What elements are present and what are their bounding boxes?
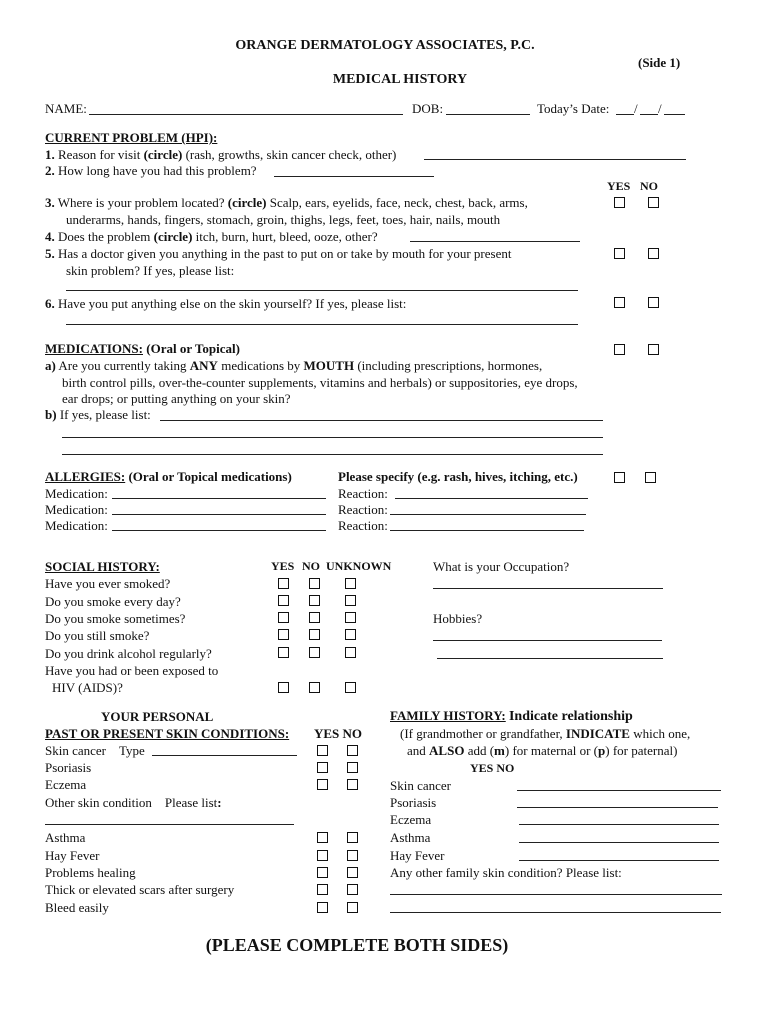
family-indicate: Indicate relationship [508,709,633,724]
section-subtitle: (Oral or Topical medications) [125,469,292,484]
personal-psoriasis: Psoriasis [45,760,92,775]
smoke-daily-unknown-checkbox[interactable] [345,595,356,606]
name-label: NAME: [45,101,87,116]
bleed-no-checkbox[interactable] [347,902,358,913]
meds-question-a-line2: birth control pills, over-the-counter supplements, vitamins and herbals) or suppositories, eye drops, [62,375,578,390]
q3-yes-checkbox[interactable] [614,197,625,208]
q-text: Reason for visit [58,147,144,162]
personal-healing: Problems healing [45,865,136,880]
medications-heading [45,341,240,356]
prior-treatment-field[interactable] [66,290,578,291]
meds-list-field[interactable] [62,454,603,455]
instruction-emphasis: m [494,743,505,758]
instruction-text: and [407,743,430,758]
social-q-ever-smoked: Have you ever smoked? [45,576,171,591]
date-month-field[interactable] [616,114,634,115]
hiv-yes-checkbox[interactable] [278,682,289,693]
family-other: Any other family skin condition? Please list: [390,865,622,880]
allergy-reaction-field[interactable] [390,514,586,515]
social-history-heading: SOCIAL HISTORY: [45,559,160,574]
meds-question-a-line3: ear drops; or putting anything on your skin? [62,391,291,406]
allergy-medication-field[interactable] [112,514,326,515]
q-number: 3. [45,195,55,210]
eczema-no-checkbox[interactable] [347,779,358,790]
family-hay-fever: Hay Fever [390,848,445,863]
social-q-smoke-daily: Do you smoke every day? [45,594,181,609]
section-subtitle: (Oral or Topical) [143,341,240,356]
allergy-medication-label: Medication: [45,486,108,501]
family-asthma: Asthma [390,830,431,845]
allergy-reaction-field[interactable] [390,530,584,531]
q-circle-hint: (circle) [227,195,267,210]
hobbies-field[interactable] [433,640,662,641]
family-psoriasis: Psoriasis [390,795,437,810]
asthma-yes-checkbox[interactable] [317,832,328,843]
meds-no-checkbox[interactable] [648,344,659,355]
q-number: 2. [45,163,55,178]
alcohol-yes-checkbox[interactable] [278,647,289,658]
q-text: (including prescriptions, hormones, [354,358,543,373]
q-text: Has a doctor given you anything in the past to put on or take by mouth for your present [58,246,512,261]
footer-note: (PLEASE COMPLETE BOTH SIDES) [205,935,509,955]
smoke-daily-no-checkbox[interactable] [309,595,320,606]
meds-list-field[interactable] [62,437,603,438]
instruction-text: which one, [629,726,691,741]
family-hay-fever-field[interactable] [519,860,719,861]
allergy-reaction-label: Reaction: [338,502,388,517]
family-skin-cancer-field[interactable] [517,790,721,791]
meds-list-field[interactable] [160,420,603,421]
family-skin-cancer: Skin cancer [390,778,452,793]
q-text: (rash, growths, skin cancer check, other) [182,147,397,162]
smoke-sometimes-unknown-checkbox[interactable] [345,612,356,623]
instruction-text: add ( [464,743,495,758]
hay-fever-no-checkbox[interactable] [347,850,358,861]
q-text: medications by [217,358,304,373]
skin-cancer-yes-checkbox[interactable] [317,745,328,756]
smoked-no-checkbox[interactable] [309,578,320,589]
social-unknown-header: UNKNOWN [326,559,392,573]
q5-yes-checkbox[interactable] [614,248,625,259]
allergy-medication-label: Medication: [45,502,108,517]
family-other-field[interactable] [390,912,721,913]
social-no-header: NO [302,559,320,573]
family-asthma-field[interactable] [519,842,719,843]
meds-yes-checkbox[interactable] [614,344,625,355]
allergy-medication-field[interactable] [112,498,326,499]
family-psoriasis-field[interactable] [517,807,718,808]
hpi-q4 [45,229,378,244]
smoke-sometimes-no-checkbox[interactable] [309,612,320,623]
allergy-medication-label: Medication: [45,518,108,533]
hpi-q1 [45,147,396,162]
occupation-field[interactable] [433,588,663,589]
personal-subheading: PAST OR PRESENT SKIN CONDITIONS: [45,726,290,741]
allergies-specify: Please specify (e.g. rash, hives, itching, etc.) [338,469,578,484]
q-emphasis: MOUTH [303,358,355,373]
smoked-yes-checkbox[interactable] [278,578,289,589]
q-number: 1. [45,147,55,162]
social-q-alcohol: Do you drink alcohol regularly? [45,646,212,661]
allergy-reaction-label: Reaction: [338,518,388,533]
hpi-no-header: NO [640,179,658,193]
condition-label: Skin cancer [45,743,107,758]
hiv-unknown-checkbox[interactable] [345,682,356,693]
hiv-no-checkbox[interactable] [309,682,320,693]
personal-eczema: Eczema [45,777,87,792]
smoke-daily-yes-checkbox[interactable] [278,595,289,606]
hpi-q3 [45,195,528,210]
social-q-hiv: Have you had or been exposed to [45,663,219,678]
reason-field[interactable] [424,159,686,160]
q-circle-hint: (circle) [143,147,183,162]
smoked-unknown-checkbox[interactable] [345,578,356,589]
allergy-reaction-label: Reaction: [338,486,388,501]
personal-skin-cancer [45,743,145,758]
family-yes-no-header: YES NO [470,761,515,775]
q-text: How long have you had this problem? [58,163,257,178]
name-field[interactable] [89,114,403,115]
date-year-field[interactable] [664,114,685,115]
symptom-other-field[interactable] [410,241,580,242]
occupation-label: What is your Occupation? [433,559,570,574]
family-other-field[interactable] [390,894,722,895]
hpi-q5 [45,246,511,261]
alcohol-no-checkbox[interactable] [309,647,320,658]
allergies-heading [45,469,292,484]
q-text: Have you put anything else on the skin yourself? If yes, please list: [58,296,407,311]
q3-no-checkbox[interactable] [648,197,659,208]
please-list-label: Please list [164,795,218,810]
still-smoke-no-checkbox[interactable] [309,629,320,640]
duration-field[interactable] [274,176,434,177]
colon: : [217,795,222,810]
q-text: Are you currently taking [55,358,190,373]
q-text: Does the problem [58,229,154,244]
smoke-sometimes-yes-checkbox[interactable] [278,612,289,623]
allergies-no-checkbox[interactable] [645,472,656,483]
scars-no-checkbox[interactable] [347,884,358,895]
q-letter: b) [45,407,57,422]
instruction-emphasis: ALSO [429,743,465,758]
meds-question-a [45,358,542,373]
family-eczema: Eczema [390,812,432,827]
hpi-q5-line2: skin problem? If yes, please list: [66,263,235,278]
q-text: Where is your problem located? [57,195,228,210]
psoriasis-yes-checkbox[interactable] [317,762,328,773]
skin-cancer-no-checkbox[interactable] [347,745,358,756]
todays-date-label: Today’s Date: [537,101,610,116]
q-text: itch, burn, hurt, bleed, ooze, other? [192,229,378,244]
q-emphasis: ANY [189,358,218,373]
asthma-no-checkbox[interactable] [347,832,358,843]
personal-yes-no-header: YES NO [314,726,363,741]
hay-fever-yes-checkbox[interactable] [317,850,328,861]
hpi-heading: CURRENT PROBLEM (HPI): [45,130,218,145]
social-q-smoke-sometimes: Do you smoke sometimes? [45,611,186,626]
alcohol-unknown-checkbox[interactable] [345,647,356,658]
still-smoke-yes-checkbox[interactable] [278,629,289,640]
q5-no-checkbox[interactable] [648,248,659,259]
q-number: 4. [45,229,55,244]
org-name: ORANGE DERMATOLOGY ASSOCIATES, P.C. [235,38,535,53]
instruction-emphasis: INDICATE [565,726,630,741]
family-instruction-line1 [400,726,690,741]
condition-label: Other skin condition [45,795,152,810]
type-label: Type [119,743,145,758]
q-number: 6. [45,296,55,311]
healing-yes-checkbox[interactable] [317,867,328,878]
section-title: FAMILY HISTORY: [390,708,506,723]
q6-no-checkbox[interactable] [648,297,659,308]
hobbies-field[interactable] [437,658,663,659]
date-separator: / [634,101,638,116]
personal-other-condition [45,795,222,810]
q6-yes-checkbox[interactable] [614,297,625,308]
still-smoke-unknown-checkbox[interactable] [345,629,356,640]
psoriasis-no-checkbox[interactable] [347,762,358,773]
form-title: MEDICAL HISTORY [332,72,468,87]
family-eczema-field[interactable] [519,824,719,825]
skin-cancer-type-field[interactable] [152,755,297,756]
q-number: 5. [45,246,55,261]
personal-bleed: Bleed easily [45,900,109,915]
personal-hay-fever: Hay Fever [45,848,100,863]
date-day-field[interactable] [640,114,658,115]
q-letter: a) [45,358,56,373]
scars-yes-checkbox[interactable] [317,884,328,895]
date-separator: / [658,101,662,116]
allergy-medication-field[interactable] [112,530,326,531]
healing-no-checkbox[interactable] [347,867,358,878]
q-circle-hint: (circle) [153,229,193,244]
social-yes-header: YES [271,559,295,573]
eczema-yes-checkbox[interactable] [317,779,328,790]
section-title: MEDICATIONS: [45,341,143,356]
section-title: ALLERGIES: [45,469,126,484]
dob-label: DOB: [412,101,444,116]
dob-field[interactable] [446,114,530,115]
personal-scars: Thick or elevated scars after surgery [45,882,235,897]
hpi-q2 [45,163,257,178]
personal-heading: YOUR PERSONAL [101,709,214,724]
hpi-q3-line2: underarms, hands, fingers, stomach, groin, thighs, legs, feet, toes, hair, nails, mouth [66,212,501,227]
family-instruction-line2 [407,743,677,758]
self-treatment-field[interactable] [66,324,578,325]
instruction-text: ) for maternal or ( [504,743,599,758]
allergy-reaction-field[interactable] [395,498,588,499]
family-history-heading [390,708,633,724]
instruction-text: (If grandmother or grandfather, [400,726,566,741]
bleed-yes-checkbox[interactable] [317,902,328,913]
q-text: Scalp, ears, eyelids, face, neck, chest, back, arms, [266,195,528,210]
allergies-yes-checkbox[interactable] [614,472,625,483]
hpi-q6 [45,296,406,311]
q-text: If yes, please list: [56,407,151,422]
side-label: (Side 1) [638,55,681,70]
social-q-hiv-line2: HIV (AIDS)? [52,680,123,695]
hpi-yes-header: YES [607,179,631,193]
instruction-emphasis: p [598,743,606,758]
personal-asthma: Asthma [45,830,86,845]
social-q-still-smoke: Do you still smoke? [45,628,150,643]
other-condition-field[interactable] [45,824,294,825]
instruction-text: ) for paternal) [605,743,678,758]
meds-question-b [45,407,151,422]
hobbies-label: Hobbies? [433,611,483,626]
